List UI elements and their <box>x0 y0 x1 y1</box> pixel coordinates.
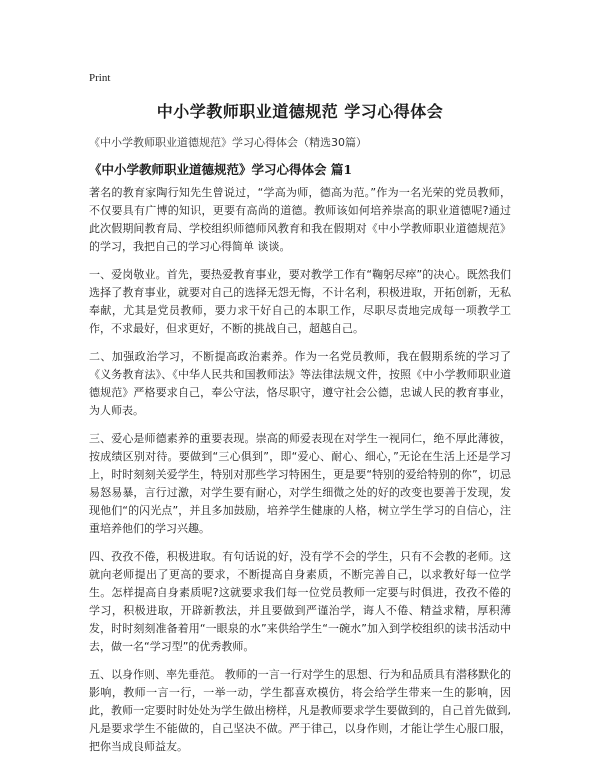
paragraph-3: 三、爱心是师德素养的重要表现。崇高的师爱表现在对学生一视同仁，绝不厚此薄彼，按成绩区别对待。要做到“三心俱到”，即“爱心、耐心、细心，”无论在生活上还是学习上，时时刻刻关爱学生，特别对那些学习特困生，更是要“特别的爱给特别的你”，切忌易怒易暴，言行过激，对学生要有耐心，对学生细微之处的好的改变也要善于发现，发现他们“的闪光点”，并且多加鼓励，培养学生健康的人格，树立学生学习的自信心，注重培养他们的学习兴趣。 <box>89 432 511 535</box>
paragraph-5: 五、以身作则、率先垂范。 教师的一言一行对学生的思想、行为和品质具有潜移默化的影响，教师一言一行，一举一动，学生都喜欢模仿，将会给学生带来一生的影响，因此，教师一定要时时处处为学生做出榜样，凡是教师要求学生要做到的，自己首先做到,凡是要求学生不能做的，自己坚决不做。严于律己，以身作则，才能让学生心服口服，把你当成良师益友。 <box>89 668 511 753</box>
paragraph-4: 四、孜孜不倦，积极进取。有句话说的好，没有学不会的学生，只有不会教的老师。这就向老师提出了更高的要求，不断提高自身素质，不断完善自己，以求教好每一位学生。怎样提高自身素质呢?这就要求我们每一位党员教师一定要与时俱进，孜孜不倦的学习，积极进取，开辟新教法，并且要做到严谨治学，诲人不倦、精益求精，厚积薄发，时时刻刻准备着用“一眼泉的水”来供给学生“一碗水”加入到学校组织的读书活动中去，做一名“学习型”的优秀教师。 <box>89 550 511 653</box>
page-title: 中小学教师职业道德规范 学习心得体会 <box>156 102 444 121</box>
paragraph-1: 一、爱岗敬业。首先，要热爱教育事业，要对教学工作有“鞠躬尽瘁”的决心。既然我们选择了教育事业，就要对自己的选择无怨无悔，不计名利，积极进取，开拓创新，无私奉献，尤其是党员教师，要力求干好自己的本职工作，尽职尽责地完成每一项教学工作，不求最好，但求更好，不断的挑战自己，超越自己。 <box>89 268 511 335</box>
article-body <box>89 184 511 766</box>
document-subtitle: 《中小学教师职业道德规范》学习心得体会（精选30篇） <box>89 136 367 149</box>
paragraph-intro: 著名的教育家陶行知先生曾说过，“学高为师，德高为范。”作为一名光荣的党员教师，不仅要具有广博的知识，更要有高尚的道德。教师该如何培养崇高的职业道德呢?通过此次假期间教育局、学校组织师德师风教育和我在假期对《中小学教师职业道德规范》的学习，我把自己的学习心得简单 谈谈。 <box>89 186 511 253</box>
paragraph-2: 二、加强政治学习，不断提高政治素养。作为一名党员教师，我在假期系统的学习了《义务教育法》、《中华人民共和国教师法》等法律法规文件，按照《中小学教师职业道德规范》严格要求自己，奉公守法，恪尽职守，遵守社会公德，忠诚人民的教育事业，为人师表。 <box>89 350 511 417</box>
print-link[interactable]: Print <box>89 72 111 84</box>
section-heading: 《中小学教师职业道德规范》学习心得体会 篇1 <box>89 162 353 177</box>
